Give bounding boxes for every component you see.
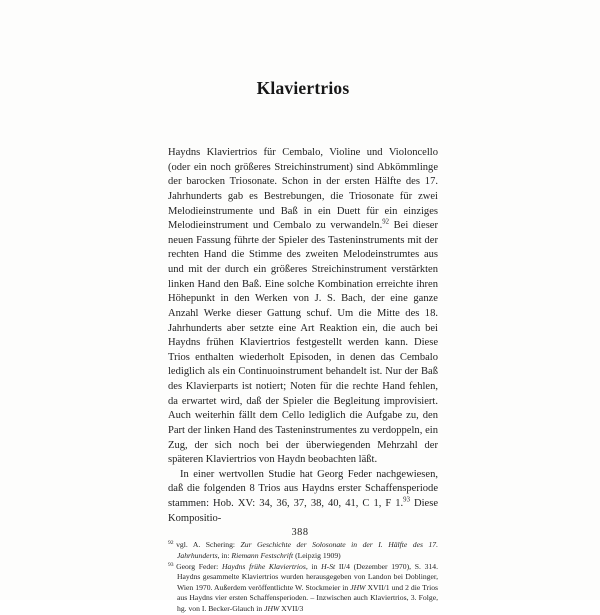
- footnote-title-italic: JHW: [350, 582, 366, 592]
- page-number: 388: [291, 527, 309, 538]
- paragraph-2: In einer wertvollen Studie hat Georg Feder nachgewiesen, daß die folgenden 8 Trios aus Haydns erster Schaffensperiode stammen: Hob. XV: 34, 36, 37, 38, 40, 41, C 1, F 1.93 Diese Kompositio-: [168, 468, 438, 524]
- body-text-block: [168, 146, 438, 526]
- footnote-reference: 92: [382, 218, 390, 226]
- footnote-93: $^{93}$ Georg Feder: Haydns frühe Klaviertrios, in H-St II/4 (Dezember 1970), S. 314. Haydns gesammelte Klaviertrios wurden herausgegeben von Landon bei Doblinger, Wien 1970. Außerdem veröffentlichte W. Stockmeier in JHW XVII/1 und 2 die Trios aus Haydns vier ersten Schaffensperioden. – Inzwischen auch Klaviertrios, 3. Folge, hg. von I. Becker-Glauch in JHW XVII/3: [168, 561, 438, 613]
- footnote-title-italic: Zur Geschichte der Solosonate in der I. Hälfte des 17. Jahrhunderts: [177, 540, 438, 560]
- paragraph-1: Haydns Klaviertrios für Cembalo, Violine und Violoncello (oder ein noch größeres Streichinstrument) sind Abkömmlinge der barocken Triosonate. Schon in der ersten Hälfte des 17. Jahrhunderts gab es Bestrebungen, die Triosonate für zwei Melodieinstrumente und Baß in ein Duett für ein einziges Melodieinstrument und Cembalo zu verwandeln.$^{92}$ Bei dieser neuen Fassung führte der Spieler des Tasteninstruments mit der rechten Hand die Stimme des zweiten Melodeinstrumtes aus und mit der durch ein größeres Streichinstrument verstärkten linken Hand den Baß. Eine solche Kombination erreichte ihren Höhepunkt in den Werken von J. S. Bach, der eine ganze Anzahl Werke dieser Gattung schuf. Um die Mitte des 18. Jahrhunderts aber setzte eine Art Reaktion ein, die auch bei Haydns frühen Klaviertrios festgestellt werden kann. Diese Trios enthalten wiederholt Episoden, in denen das Cembalo lediglich als ein Continuoinstrument behandelt ist. Nur der Baß des Klavierparts ist notiert; Noten für die rechte Hand fehlen, da erwartet wird, daß der Spieler die Begleitung improvisiert. Auch weiterhin fällt dem Cello lediglich die Aufgabe zu, den Part der linken Hand des Tasteninstrumentes zu verdoppeln, ein Zug, der sich noch bei der überwiegenden Mehrzahl der späteren Klaviertrios von Haydn beobachten läßt.: [168, 147, 438, 466]
- footnote-title-italic: H-St: [321, 562, 336, 572]
- footnote-reference: 93: [403, 496, 410, 504]
- footnote-title-italic: JHW: [264, 603, 280, 613]
- footnote-title-italic: Haydns frühe Klaviertrios: [222, 562, 306, 572]
- page-title: Klaviertrios: [256, 78, 350, 98]
- footnote-number: 92: [168, 539, 174, 546]
- footnote-title-italic: Riemann Festschrift: [231, 550, 294, 560]
- page-content-column: [168, 0, 438, 615]
- footnotes-block: [168, 540, 438, 614]
- footnote-number: 93: [168, 561, 174, 568]
- footnote-92: $^{92}$ vgl. A. Schering: Zur Geschichte der Solosonate in der I. Hälfte des 17. Jahrhunderts, in: Riemann Festschrift (Leipzig 1909): [168, 539, 438, 560]
